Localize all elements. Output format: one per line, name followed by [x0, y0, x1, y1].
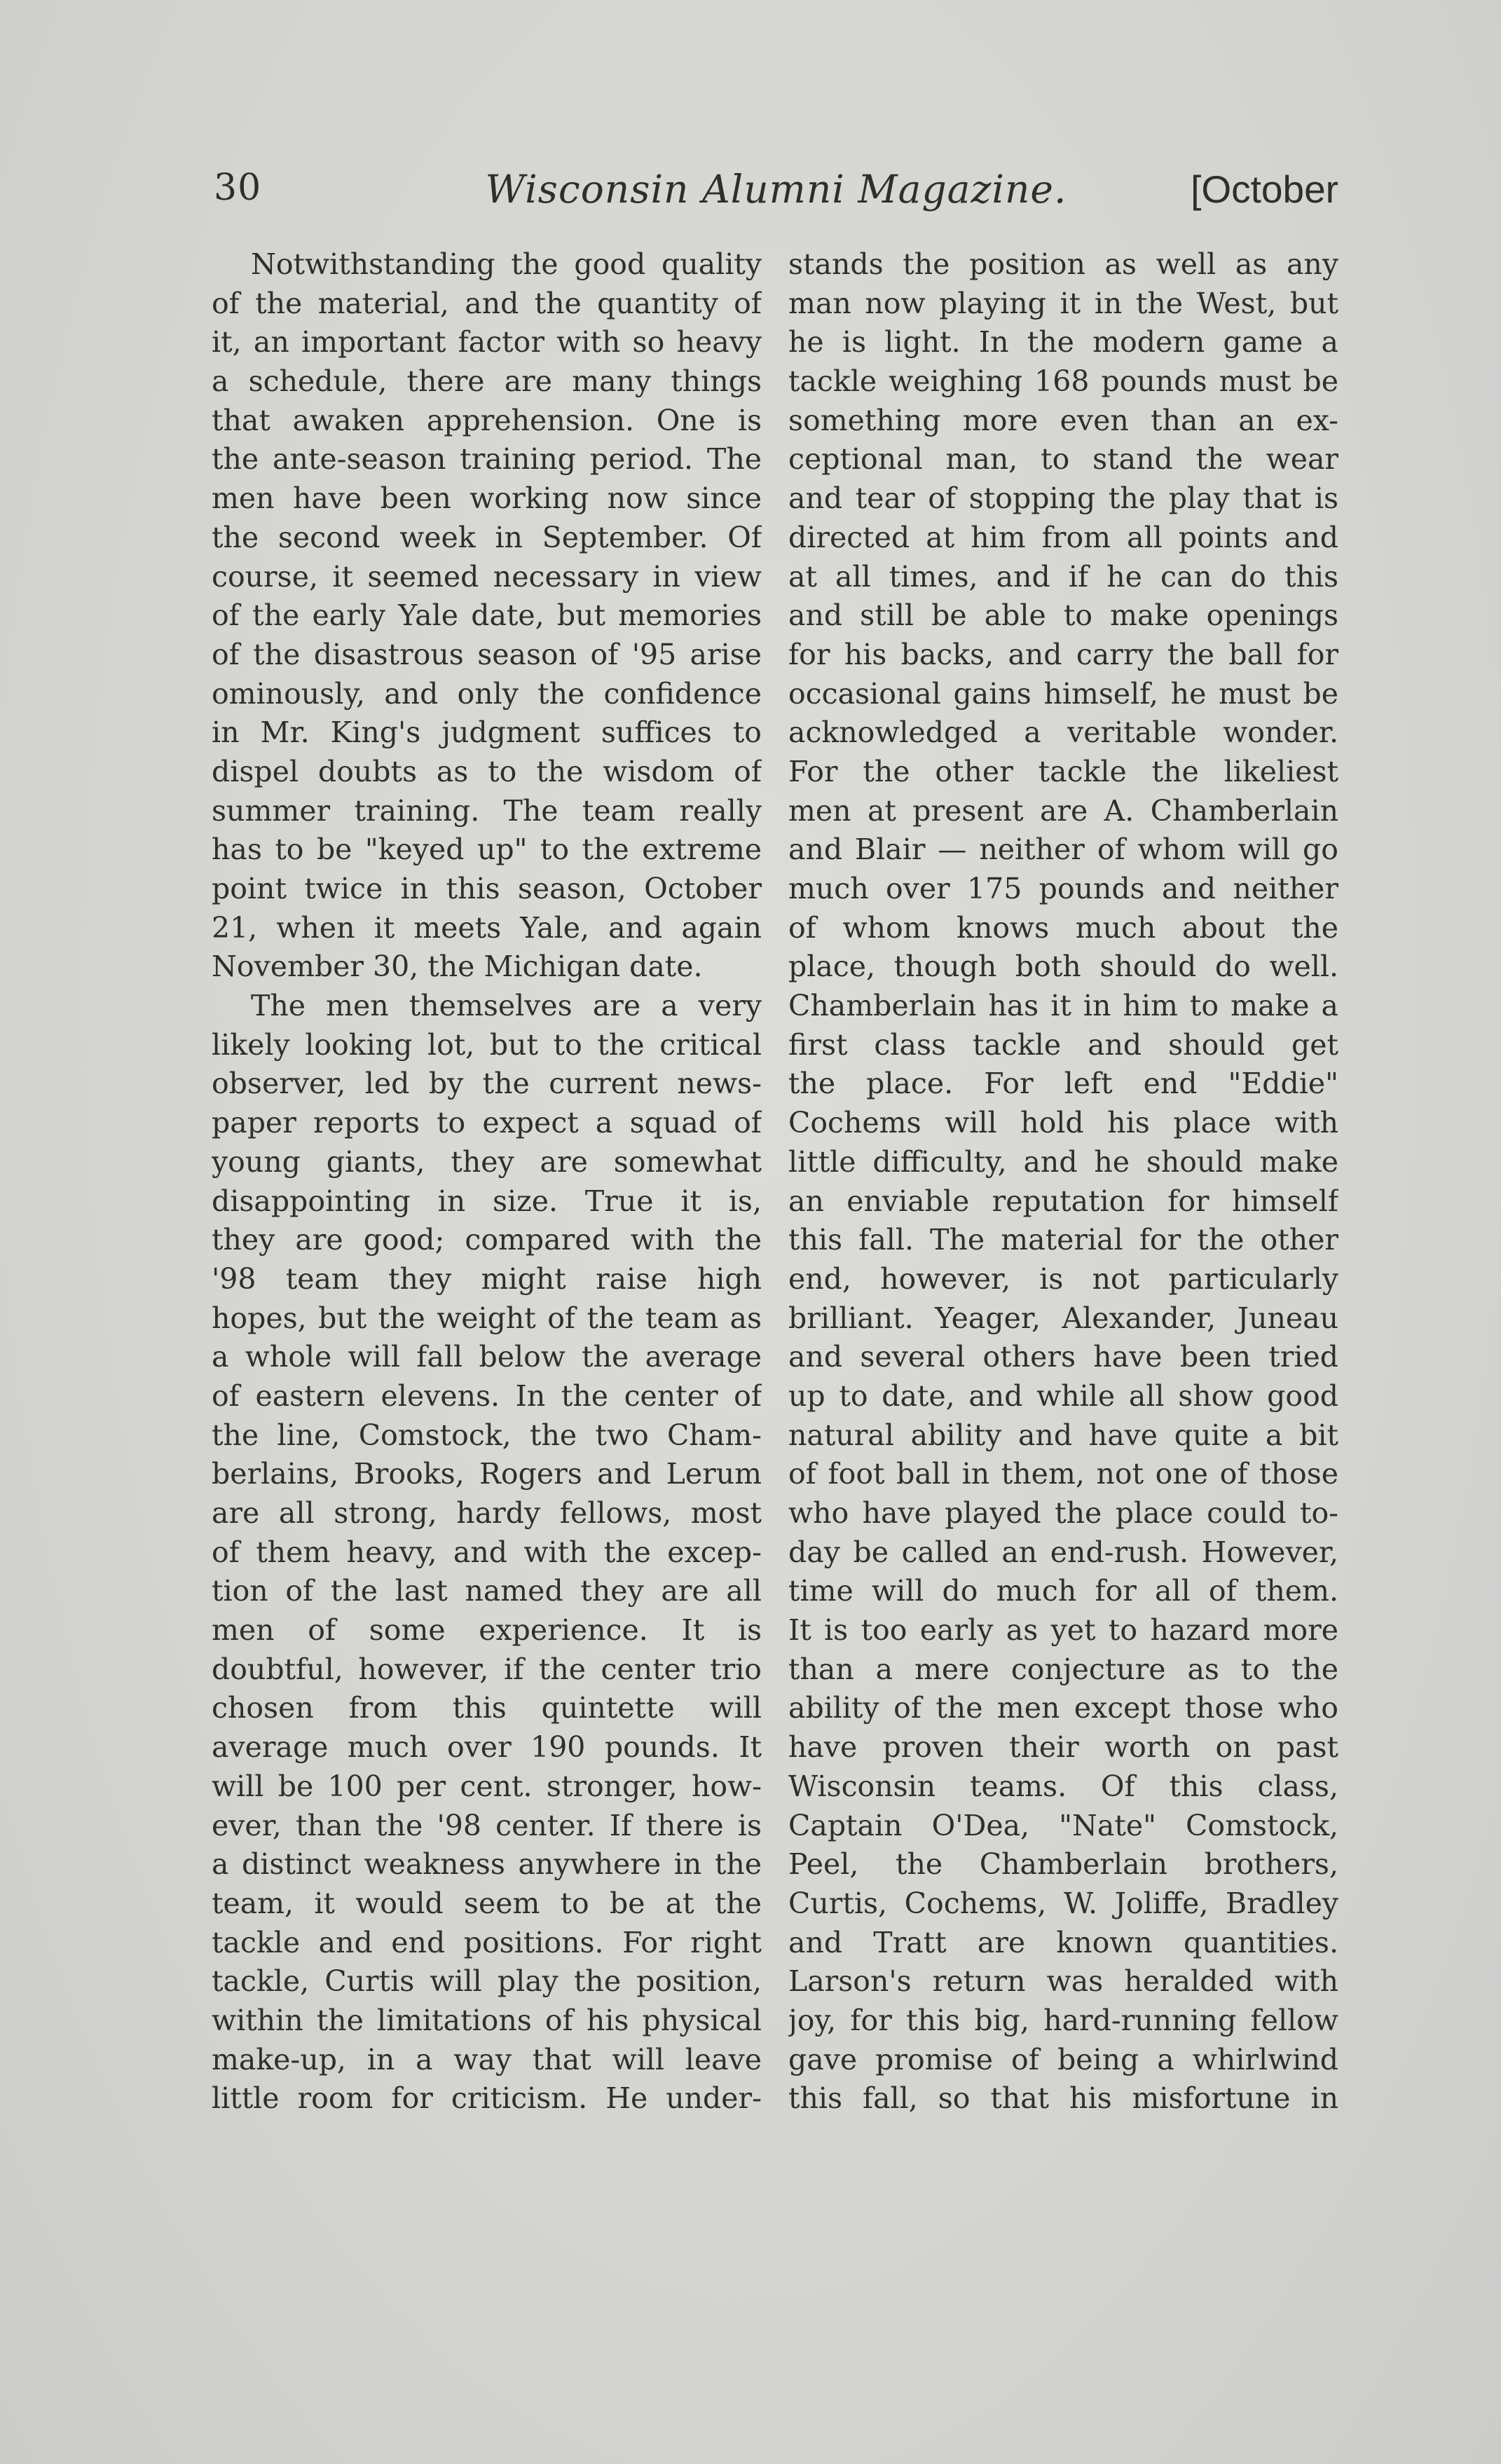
text-line: ceptional man, to stand the wear: [788, 442, 1338, 477]
text-line: men of some experience. It is: [212, 1613, 762, 1648]
text-line: a whole will fall below the average: [212, 1340, 762, 1374]
text-line: hopes, but the weight of the team as: [212, 1301, 762, 1335]
text-line: Captain O'Dea, "Nate" Comstock,: [788, 1808, 1338, 1842]
text-line: doubtful, however, if the center trio: [212, 1652, 762, 1686]
text-line: acknowledged a veritable wonder.: [788, 716, 1338, 750]
text-line: dispel doubts as to the wisdom of: [212, 754, 762, 788]
text-line: tackle and end positions. For right: [212, 1925, 762, 1959]
text-line: little room for criticism. He under-: [212, 2081, 762, 2116]
text-line: an enviable reputation for himself: [788, 1184, 1338, 1218]
text-line: likely looking lot, but to the critical: [212, 1027, 762, 1062]
text-line: up to date, and while all show good: [788, 1378, 1338, 1413]
text-line: directed at him from all points and: [788, 520, 1338, 554]
text-line: '98 team they might raise high: [212, 1261, 762, 1296]
text-line: it, an important factor with so heavy: [212, 325, 762, 360]
text-line: first class tackle and should get: [788, 1027, 1338, 1062]
text-line: and still be able to make openings: [788, 598, 1338, 633]
text-line: Chamberlain has it in him to make a: [788, 989, 1338, 1023]
text-line: he is light. In the modern game a: [788, 325, 1338, 360]
text-line: are all strong, hardy fellows, most: [212, 1496, 762, 1530]
text-line: paper reports to expect a squad of: [212, 1106, 762, 1140]
text-line: than a mere conjecture as to the: [788, 1652, 1338, 1686]
text-line: observer, led by the current news-: [212, 1067, 762, 1101]
text-line: that awaken apprehension. One is: [212, 403, 762, 437]
text-line: at all times, and if he can do this: [788, 559, 1338, 594]
text-line: Notwithstanding the good quality: [251, 247, 762, 281]
text-line: of foot ball in them, not one of those: [788, 1457, 1338, 1491]
text-line: average much over 190 pounds. It: [212, 1730, 762, 1765]
text-line: of eastern elevens. In the center of: [212, 1378, 762, 1413]
text-line: young giants, they are somewhat: [212, 1144, 762, 1179]
text-line: the line, Comstock, the two Cham-: [212, 1418, 762, 1452]
text-line: gave promise of being a whirlwind: [788, 2042, 1338, 2076]
journal-title: Wisconsin Alumni Magazine.: [485, 167, 1067, 212]
text-line: of the early Yale date, but memories: [212, 598, 762, 633]
text-line: The men themselves are a very: [251, 989, 762, 1023]
text-line: tackle weighing 168 pounds must be: [788, 364, 1338, 399]
text-line: Wisconsin teams. Of this class,: [788, 1769, 1338, 1803]
text-line: ability of the men except those who: [788, 1691, 1338, 1725]
text-line: the ante-season training period. The: [212, 442, 762, 477]
text-line: tackle, Curtis will play the position,: [212, 1964, 762, 1999]
text-line: have proven their worth on past: [788, 1730, 1338, 1765]
text-line: who have played the place could to-: [788, 1496, 1338, 1530]
text-line: course, it seemed necessary in view: [212, 559, 762, 594]
issue-month: [October: [1191, 167, 1338, 211]
text-line: berlains, Brooks, Rogers and Lerum: [212, 1457, 762, 1491]
text-line: 21, when it meets Yale, and again: [212, 910, 762, 945]
text-line: Curtis, Cochems, W. Joliffe, Bradley: [788, 1886, 1338, 1920]
text-line: and Tratt are known quantities.: [788, 1925, 1338, 1959]
text-line: day be called an end-rush. However,: [788, 1535, 1338, 1569]
text-line: Peel, the Chamberlain brothers,: [788, 1847, 1338, 1882]
text-line: For the other tackle the likeliest: [788, 754, 1338, 788]
text-line: point twice in this season, October: [212, 872, 762, 905]
text-line: summer training. The team really: [212, 793, 762, 828]
text-line: in Mr. King's judgment suffices to: [212, 716, 762, 750]
text-line: of them heavy, and with the excep-: [212, 1535, 762, 1569]
text-line: men have been working now since: [212, 481, 762, 516]
text-line: the second week in September. Of: [212, 520, 762, 554]
page-header: [214, 167, 1338, 230]
text-line: November 30, the Michigan date.: [212, 950, 703, 984]
text-line: disappointing in size. True it is,: [212, 1184, 762, 1218]
text-line: Larson's return was heralded with: [788, 1964, 1338, 1999]
text-line: time will do much for all of them.: [788, 1574, 1338, 1608]
text-line: little difficulty, and he should make: [788, 1144, 1338, 1179]
text-line: and Blair — neither of whom will go: [788, 833, 1338, 867]
text-line: brilliant. Yeager, Alexander, Juneau: [788, 1301, 1338, 1335]
text-line: make-up, in a way that will leave: [212, 2042, 762, 2076]
text-line: the place. For left end "Eddie": [788, 1067, 1338, 1101]
text-line: natural ability and have quite a bit: [788, 1418, 1338, 1452]
text-line: will be 100 per cent. stronger, how-: [212, 1769, 762, 1803]
text-line: this fall, so that his misfortune in: [788, 2081, 1338, 2116]
text-line: something more even than an ex-: [788, 403, 1338, 437]
text-line: occasional gains himself, he must be: [788, 676, 1338, 711]
text-line: this fall. The material for the other: [788, 1223, 1338, 1257]
text-line: and several others have been tried: [788, 1340, 1338, 1374]
text-line: a distinct weakness anywhere in the: [212, 1847, 762, 1882]
text-line: they are good; compared with the: [212, 1223, 762, 1257]
right-text-column: [788, 245, 1338, 2119]
text-line: tion of the last named they are all: [212, 1574, 762, 1608]
text-line: stands the position as well as any: [788, 247, 1338, 281]
text-line: team, it would seem to be at the: [212, 1886, 762, 1920]
text-line: a schedule, there are many things: [212, 364, 762, 399]
text-line: has to be "keyed up" to the extreme: [212, 833, 762, 867]
text-line: end, however, is not particularly: [788, 1261, 1338, 1296]
text-line: of whom knows much about the: [788, 910, 1338, 945]
text-line: and tear of stopping the play that is: [788, 481, 1338, 516]
text-line: ever, than the '98 center. If there is: [212, 1808, 762, 1842]
text-line: place, though both should do well.: [788, 950, 1338, 984]
text-line: It is too early as yet to hazard more: [788, 1613, 1338, 1648]
left-text-column: [212, 245, 762, 2119]
text-line: ominously, and only the confidence: [212, 676, 762, 711]
text-line: for his backs, and carry the ball for: [788, 637, 1338, 671]
text-line: within the limitations of his physical: [212, 2003, 762, 2037]
text-line: joy, for this big, hard-running fellow: [788, 2003, 1338, 2037]
text-line: men at present are A. Chamberlain: [788, 793, 1338, 828]
text-line: Cochems will hold his place with: [788, 1106, 1338, 1140]
text-line: of the material, and the quantity of: [212, 286, 762, 320]
text-line: of the disastrous season of '95 arise: [212, 637, 762, 671]
text-line: much over 175 pounds and neither: [788, 872, 1338, 905]
text-line: chosen from this quintette will: [212, 1691, 762, 1725]
text-line: man now playing it in the West, but: [788, 286, 1338, 320]
page-number: 30: [214, 167, 262, 209]
